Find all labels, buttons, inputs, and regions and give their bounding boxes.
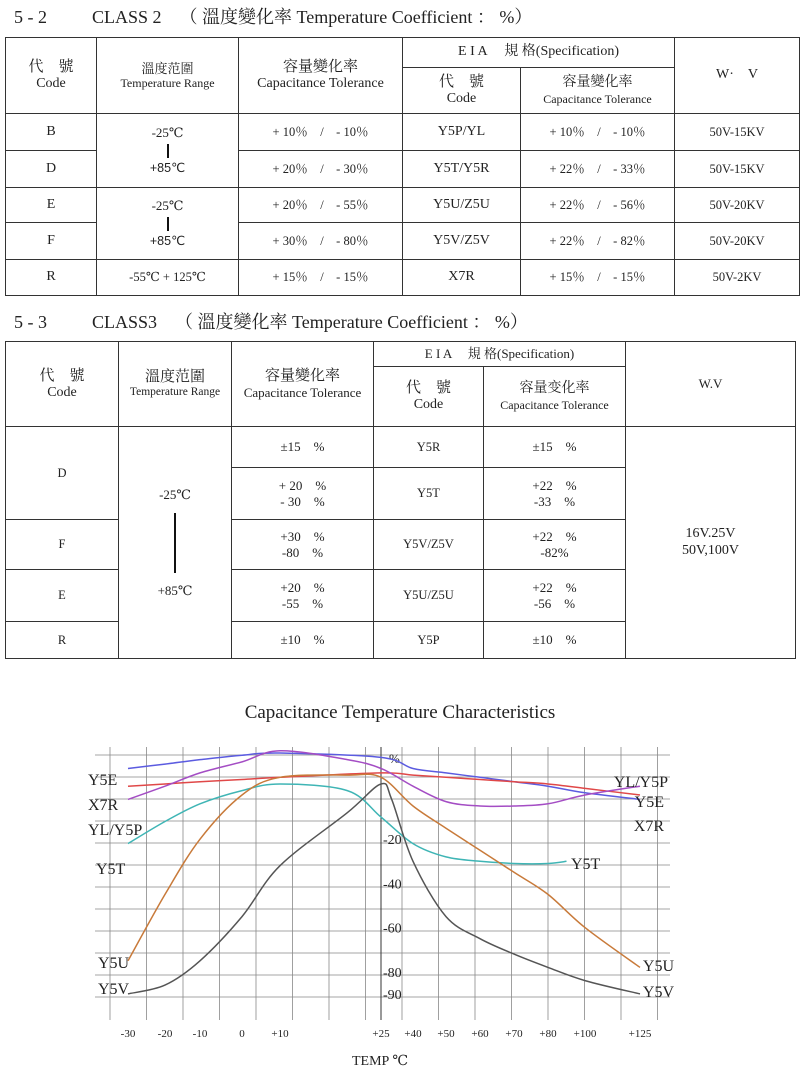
class3-range: -25℃ +85℃	[119, 427, 232, 659]
chart-series	[128, 751, 640, 994]
y-tick-label: -90	[383, 987, 402, 1003]
section-3-title: 5 - 3 CLASS3 （ 溫度變化率 Temperature Coefficient ： %）	[14, 312, 528, 332]
series-label: YL/Y5P	[88, 822, 143, 839]
class2-eia-tolerance: + 22％ / - 82％	[521, 223, 675, 260]
class2-eia-code: Y5T/Y5R	[403, 151, 521, 188]
series-label: Y5E	[88, 772, 118, 789]
class2-range: -25℃ +85℃	[97, 188, 239, 260]
y-tick-label: -60	[383, 921, 402, 937]
class3-eia-tolerance: +22 % -82%	[484, 520, 626, 570]
header-wv: W.V	[626, 342, 796, 427]
y-tick-label: -20	[383, 833, 402, 849]
header-eia: E I A 規 格(Specification)	[403, 38, 675, 68]
class2-tolerance: + 20％ / - 55％	[239, 188, 403, 223]
class3-eia-code: Y5U/Z5U	[374, 570, 484, 622]
series-label: Y5T	[571, 856, 601, 873]
series-label: Y5T	[96, 861, 126, 878]
header-eia-code: 代 號 Code	[403, 68, 521, 114]
series-label: YL/Y5P	[613, 774, 668, 791]
y-tick-label: -40	[383, 877, 402, 893]
section-2-title: 5 - 2 CLASS 2 （ 溫度變化率 Temperature Coefficient ： %）	[14, 7, 533, 27]
header-code: 代 號 Code	[6, 342, 119, 427]
class3-tolerance: +30 % -80 %	[232, 520, 374, 570]
series-label: X7R	[88, 797, 119, 814]
x-tick-label: +40	[404, 1028, 422, 1040]
class2-wv: 50V-15KV	[675, 114, 800, 151]
class2-tolerance: + 30％ / - 80％	[239, 223, 403, 260]
series-label: Y5V	[98, 981, 130, 998]
x-tick-label: +10	[271, 1028, 289, 1040]
header-code: 代 號 Code	[6, 38, 97, 114]
x-tick-label: -20	[157, 1028, 173, 1040]
class2-code: R	[6, 260, 97, 296]
series-label: Y5U	[98, 955, 130, 972]
header-wv: W· V	[675, 38, 800, 114]
class3-eia-code: Y5T	[374, 468, 484, 520]
class2-range: -55℃ + 125℃	[97, 260, 239, 296]
chart-title: Capacitance Temperature Characteristics	[244, 702, 556, 723]
x-tick-label: +100	[573, 1028, 597, 1040]
series-label: X7R	[633, 818, 664, 835]
x-tick-label: -30	[120, 1028, 136, 1040]
header-tolerance: 容量變化率 Capacitance Tolerance	[239, 38, 403, 114]
x-tick-label: +60	[471, 1028, 489, 1040]
x-tick-label: +50	[437, 1028, 455, 1040]
class3-table	[5, 341, 796, 659]
header-eia: E I A 規 格(Specification)	[374, 342, 626, 367]
y-tick-label: -80	[383, 965, 402, 981]
x-tick-label: +125	[628, 1028, 652, 1040]
x-tick-label: -10	[192, 1028, 208, 1040]
class2-wv: 50V-15KV	[675, 151, 800, 188]
header-temp-range: 溫度范圍 Temperature Range	[97, 38, 239, 114]
header-temp-range: 溫度范圍 Temperature Range	[119, 342, 232, 427]
class2-code: D	[6, 151, 97, 188]
class2-eia-code: Y5P/YL	[403, 114, 521, 151]
class2-tolerance: + 10％ / - 10％	[239, 114, 403, 151]
x-tick-label: +80	[539, 1028, 557, 1040]
class2-tolerance: + 20％ / - 30％	[239, 151, 403, 188]
header-eia-code: 代 號 Code	[374, 367, 484, 427]
temperature-chart	[0, 735, 800, 1075]
class2-wv: 50V-2KV	[675, 260, 800, 296]
class3-eia-code: Y5P	[374, 622, 484, 659]
header-tolerance: 容量變化率 Capacitance Tolerance	[232, 342, 374, 427]
class2-wv: 50V-20KV	[675, 188, 800, 223]
x-tick-label: 0	[239, 1028, 245, 1040]
class2-code: B	[6, 114, 97, 151]
class3-code: R	[6, 622, 119, 659]
x-tick-label: +25	[372, 1028, 390, 1040]
class2-tolerance: + 15％ / - 15％	[239, 260, 403, 296]
class2-range: -25℃ +85℃	[97, 114, 239, 188]
class3-tolerance: ±10 %	[232, 622, 374, 659]
class2-eia-tolerance: + 10％ / - 10％	[521, 114, 675, 151]
class3-code: E	[6, 570, 119, 622]
class3-eia-code: Y5R	[374, 427, 484, 468]
class3-eia-tolerance: ±10 %	[484, 622, 626, 659]
class2-wv: 50V-20KV	[675, 223, 800, 260]
series-line-y5e	[128, 753, 640, 799]
class3-tolerance: +20 % -55 %	[232, 570, 374, 622]
class3-tolerance: + 20 % - 30 %	[232, 468, 374, 520]
class3-code: F	[6, 520, 119, 570]
series-label: Y5E	[634, 794, 664, 811]
class2-code: F	[6, 223, 97, 260]
series-label: Y5V	[642, 984, 674, 1001]
header-eia-tolerance: 容量變化率 Capacitance Tolerance	[521, 68, 675, 114]
class3-eia-tolerance: +22 % -33 %	[484, 468, 626, 520]
class2-eia-code: Y5V/Z5V	[403, 223, 521, 260]
x-tick-label: +70	[505, 1028, 523, 1040]
class2-table	[5, 37, 800, 296]
class3-eia-tolerance: +22 % -56 %	[484, 570, 626, 622]
x-axis-label: TEMP ℃	[352, 1054, 408, 1069]
series-line-y5t	[128, 784, 567, 864]
class3-code: D	[6, 427, 119, 520]
class2-code: E	[6, 188, 97, 223]
class2-eia-tolerance: + 22％ / - 33％	[521, 151, 675, 188]
series-label: Y5U	[642, 958, 674, 975]
class2-eia-tolerance: + 15％ / - 15％	[521, 260, 675, 296]
class2-eia-code: Y5U/Z5U	[403, 188, 521, 223]
class3-wv: 16V.25V 50V,100V	[626, 427, 796, 659]
series-line-y5u	[128, 774, 640, 967]
class3-eia-tolerance: ±15 %	[484, 427, 626, 468]
header-eia-tolerance: 容量变化率 Capacitance Tolerance	[484, 367, 626, 427]
class2-eia-tolerance: + 22％ / - 56％	[521, 188, 675, 223]
class3-eia-code: Y5V/Z5V	[374, 520, 484, 570]
class3-tolerance: ±15 %	[232, 427, 374, 468]
class2-eia-code: X7R	[403, 260, 521, 296]
y-axis-label: %	[389, 751, 400, 766]
